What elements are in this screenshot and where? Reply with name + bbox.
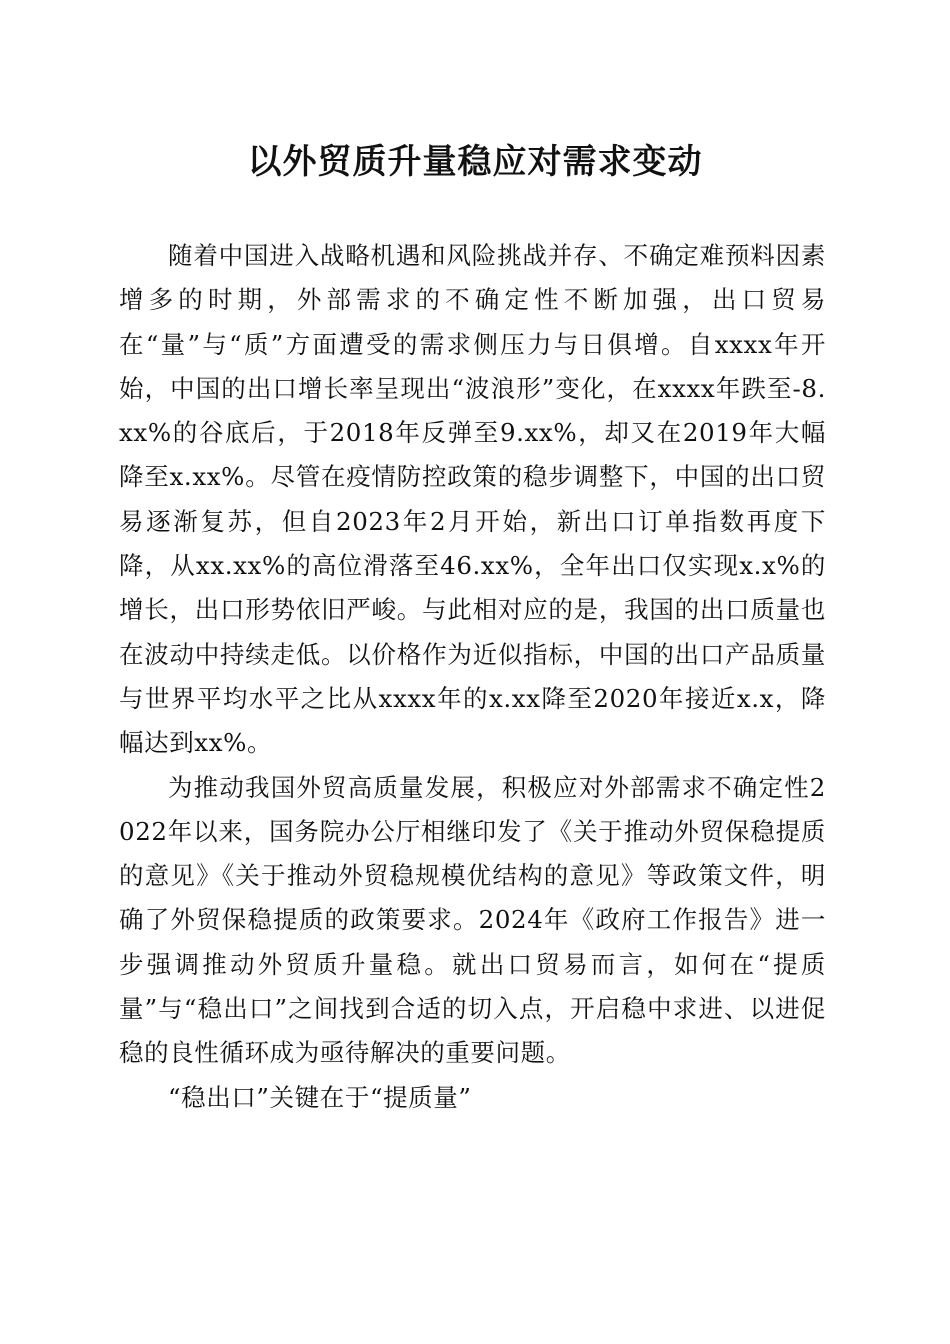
document-body [119,234,826,1120]
document-title: 以外贸质升量稳应对需求变动 [247,142,703,182]
section-subheading: “稳出口”关键在于“提质量” [168,1082,472,1112]
paragraph-2: 为推动我国外贸高质量发展，积极应对外部需求不确定性2022年以来，国务院办公厅相继印发了《关于推动外贸保稳提质的意见》《关于推动外贸稳规模优结构的意见》等政策文件，明确了外贸保稳提质的政策要求。2024年《政府工作报告》进一步强调推动外贸质升量稳。就出口贸易而言，如何在“提质量”与“稳出口”之间找到合适的切入点，开启稳中求进、以进促稳的良性循环成为亟待解决的重要问题。 [119,772,826,1068]
paragraph-1: 随着中国进入战略机遇和风险挑战并存、不确定难预料因素增多的时期，外部需求的不确定性不断加强，出口贸易在“量”与“质”方面遭受的需求侧压力与日俱增。自xxxx年开始，中国的出口增长率呈现出“波浪形”变化，在xxxx年跌至-8.xx%的谷底后，于2018年反弹至9.xx%，却又在2019年大幅降至x.xx%。尽管在疫情防控政策的稳步调整下，中国的出口贸易逐渐复苏，但自2023年2月开始，新出口订单指数再度下降，从xx.xx%的高位滑落至46.xx%，全年出口仅实现x.x%的增长，出口形势依旧严峻。与此相对应的是，我国的出口质量也在波动中持续走低。以价格作为近似指标，中国的出口产品质量与世界平均水平之比从xxxx年的x.xx降至2020年接近x.x，降幅达到xx%。 [119,241,826,758]
